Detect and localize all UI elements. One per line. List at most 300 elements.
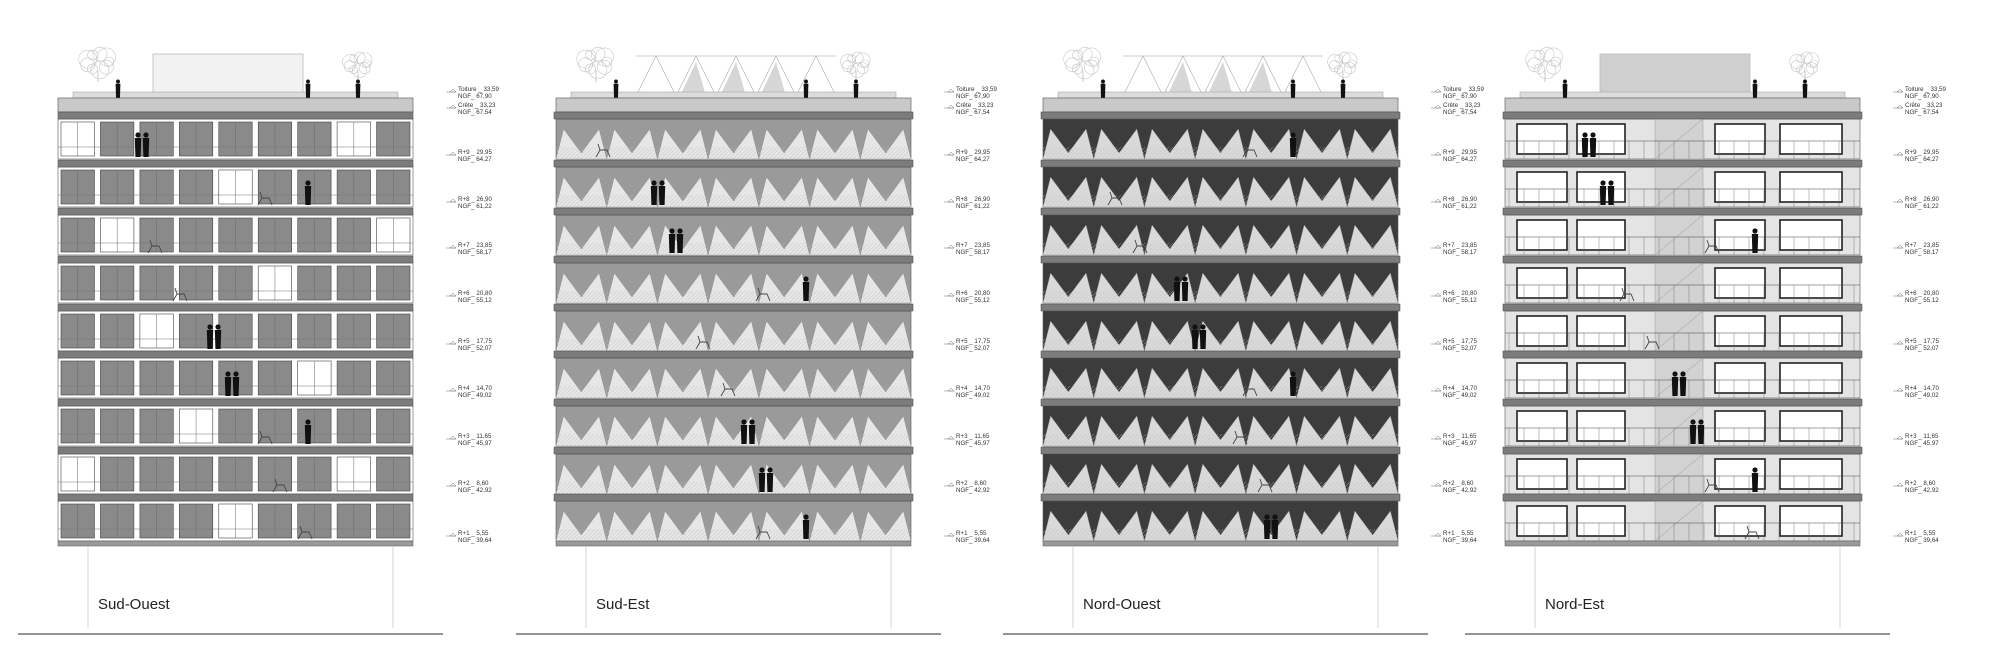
- person-head: [767, 467, 772, 472]
- level-ngf: NGF_ 67,90: [956, 93, 990, 100]
- rooftop-tree: [79, 47, 116, 82]
- person-silhouette: [1752, 473, 1758, 492]
- level-label: Toiture _ 33,59: [1443, 86, 1484, 93]
- level-ngf: NGF_ 49,02: [1443, 392, 1477, 399]
- level-triangle: [450, 436, 456, 439]
- window: [1517, 459, 1567, 489]
- floor-8: [554, 160, 913, 207]
- level-label: R+6 _ 20,80: [1905, 290, 1939, 297]
- level-marker: [944, 530, 990, 544]
- person-silhouette: [1582, 138, 1588, 157]
- person-silhouette: [305, 186, 311, 205]
- person-head: [1192, 324, 1197, 329]
- person-head: [225, 371, 230, 376]
- floor-slab: [554, 494, 913, 501]
- level-label: Crête _ 33,23: [956, 102, 994, 109]
- level-marker: [446, 530, 492, 544]
- floor-slab: [58, 399, 413, 406]
- rooftop: [1058, 47, 1383, 98]
- window: [1715, 172, 1765, 202]
- level-marker: [944, 480, 990, 494]
- level-ngf: NGF_ 67,54: [956, 109, 990, 116]
- person-silhouette: [233, 377, 239, 396]
- balcony-shadow: [1043, 529, 1398, 541]
- floor-slab: [58, 351, 413, 358]
- ground-slab: [556, 541, 911, 546]
- floor-3: [554, 399, 913, 446]
- level-marker: [1893, 196, 1939, 210]
- level-label: Crête _ 33,23: [1443, 102, 1481, 109]
- floor-7: [1503, 208, 1862, 255]
- person-silhouette: [225, 377, 231, 396]
- floor-slab: [1041, 256, 1400, 263]
- level-label: R+9 _ 29,95: [956, 149, 990, 156]
- level-marker: [1893, 530, 1939, 544]
- roof-planter: [1058, 92, 1383, 98]
- level-triangle: [1897, 293, 1903, 296]
- window: [1517, 220, 1567, 250]
- window: [1517, 172, 1567, 202]
- balcony-shadow: [1043, 195, 1398, 207]
- floor-slab: [58, 447, 413, 454]
- level-marker: [1431, 433, 1477, 447]
- level-triangle: [1435, 245, 1441, 248]
- level-label: R+2 _ 8,60: [1905, 480, 1936, 487]
- person-head: [1803, 80, 1807, 84]
- ground-slab: [1505, 541, 1860, 546]
- level-marker: [1431, 149, 1477, 163]
- level-triangle: [450, 152, 456, 155]
- level-triangle: [1435, 293, 1441, 296]
- rooftop: [1520, 47, 1845, 98]
- person-head: [1608, 180, 1613, 185]
- level-triangle: [1435, 89, 1441, 92]
- level-marker: [1893, 290, 1939, 304]
- floor-slab: [1503, 447, 1862, 454]
- floor-8: [58, 160, 413, 207]
- person-head: [116, 80, 120, 84]
- floor-7: [1041, 208, 1400, 255]
- person-head: [1680, 371, 1685, 376]
- level-marker: [1893, 242, 1939, 256]
- person-head: [1101, 80, 1105, 84]
- floor-slab: [1041, 160, 1400, 167]
- person-silhouette: [1600, 186, 1606, 205]
- level-triangle: [1897, 199, 1903, 202]
- floor-slab: [1041, 112, 1400, 119]
- level-ngf: NGF_ 61,22: [956, 203, 990, 210]
- level-marker: [1431, 338, 1477, 352]
- person-head: [1582, 132, 1587, 137]
- level-ngf: NGF_ 67,90: [458, 93, 492, 100]
- level-triangle: [450, 105, 456, 108]
- level-label: R+4 _ 14,70: [956, 385, 990, 392]
- level-ngf: NGF_ 45,97: [1443, 440, 1477, 447]
- level-ngf: NGF_ 45,97: [956, 440, 990, 447]
- level-label: R+9 _ 29,95: [458, 149, 492, 156]
- person-silhouette: [143, 138, 149, 157]
- person-head: [677, 228, 682, 233]
- person-head: [1174, 276, 1179, 281]
- level-ngf: NGF_ 64,27: [1443, 156, 1477, 163]
- level-label: R+8 _ 26,90: [1443, 196, 1477, 203]
- window: [1780, 124, 1842, 154]
- level-triangle: [1435, 388, 1441, 391]
- person-head: [1752, 228, 1757, 233]
- floor-6: [1041, 256, 1400, 303]
- balcony-shadow: [1043, 386, 1398, 398]
- person-head: [1672, 371, 1677, 376]
- level-triangle: [1435, 533, 1441, 536]
- floor-slab: [1041, 447, 1400, 454]
- level-triangle: [1897, 341, 1903, 344]
- level-ngf: NGF_ 55,12: [1905, 297, 1939, 304]
- person-head: [1600, 180, 1605, 185]
- level-triangle: [1897, 152, 1903, 155]
- level-label: R+1 _ 5,55: [458, 530, 489, 537]
- person-silhouette: [135, 138, 141, 157]
- person-head: [741, 419, 746, 424]
- level-ngf: NGF_ 64,27: [458, 156, 492, 163]
- person-silhouette: [1608, 186, 1614, 205]
- window: [1517, 363, 1567, 393]
- level-marker: [1893, 86, 1946, 100]
- window: [1780, 459, 1842, 489]
- floor-9: [58, 112, 413, 159]
- window: [1715, 363, 1765, 393]
- level-marker: [446, 149, 492, 163]
- level-triangle: [450, 533, 456, 536]
- floor-2: [58, 447, 413, 494]
- ground-slab: [1043, 541, 1398, 546]
- rooftop-tree: [1328, 52, 1357, 80]
- level-marker: [1431, 102, 1481, 116]
- floor-5: [1041, 304, 1400, 351]
- level-triangle: [1897, 483, 1903, 486]
- level-label: R+7 _ 23,85: [458, 242, 492, 249]
- level-label: R+8 _ 26,90: [1905, 196, 1939, 203]
- level-marker: [1431, 86, 1484, 100]
- floor-6: [58, 256, 413, 303]
- floor-slab: [58, 304, 413, 311]
- view-title: Sud-Est: [596, 596, 650, 613]
- person-head: [356, 80, 360, 84]
- person-head: [803, 514, 808, 519]
- level-ngf: NGF_ 52,07: [1905, 345, 1939, 352]
- level-label: R+1 _ 5,55: [1443, 530, 1474, 537]
- person-silhouette: [215, 330, 221, 349]
- level-marker: [944, 242, 990, 256]
- floor-slab: [554, 447, 913, 454]
- person-head: [759, 467, 764, 472]
- level-triangle: [948, 388, 954, 391]
- person-silhouette: [1174, 282, 1180, 301]
- person-silhouette: [759, 473, 765, 492]
- balcony-shadow: [556, 147, 911, 159]
- level-label: R+8 _ 26,90: [956, 196, 990, 203]
- person-head: [1752, 467, 1757, 472]
- level-label: Toiture _ 33,59: [458, 86, 499, 93]
- person-silhouette: [741, 425, 747, 444]
- level-triangle: [1897, 89, 1903, 92]
- level-ngf: NGF_ 42,92: [1443, 487, 1477, 494]
- level-triangle: [1435, 483, 1441, 486]
- floor-slab: [1503, 208, 1862, 215]
- person-silhouette: [1264, 520, 1270, 539]
- roof-planter: [1520, 92, 1845, 98]
- level-triangle: [1435, 436, 1441, 439]
- roof-slab: [556, 98, 911, 112]
- person-head: [1272, 514, 1277, 519]
- level-triangle: [948, 89, 954, 92]
- floor-8: [1041, 160, 1400, 207]
- rooftop-pavilion: [153, 54, 303, 96]
- person-head: [1291, 80, 1295, 84]
- level-ngf: NGF_ 64,27: [956, 156, 990, 163]
- level-marker: [446, 290, 492, 304]
- person-silhouette: [804, 84, 809, 98]
- floor-slab: [58, 112, 413, 119]
- level-ngf: NGF_ 58,17: [956, 249, 990, 256]
- floor-slab: [554, 304, 913, 311]
- level-marker: [1893, 149, 1939, 163]
- level-triangle: [450, 293, 456, 296]
- person-silhouette: [1182, 282, 1188, 301]
- floor-slab: [1503, 494, 1862, 501]
- person-head: [207, 324, 212, 329]
- floor-1: [1503, 494, 1862, 541]
- window: [1715, 506, 1765, 536]
- window: [1780, 411, 1842, 441]
- floor-slab: [554, 399, 913, 406]
- person-head: [659, 180, 664, 185]
- window: [1780, 172, 1842, 202]
- rooftop: [571, 47, 896, 98]
- window: [1517, 411, 1567, 441]
- person-silhouette: [1698, 425, 1704, 444]
- floor-2: [1503, 447, 1862, 494]
- level-label: R+9 _ 29,95: [1905, 149, 1939, 156]
- person-silhouette: [854, 84, 859, 98]
- window: [1517, 124, 1567, 154]
- person-silhouette: [1101, 84, 1106, 98]
- level-ngf: NGF_ 67,54: [458, 109, 492, 116]
- person-head: [305, 180, 310, 185]
- balcony-shadow: [1043, 243, 1398, 255]
- person-head: [1290, 132, 1295, 137]
- window: [1780, 363, 1842, 393]
- level-ngf: NGF_ 58,17: [1443, 249, 1477, 256]
- person-head: [614, 80, 618, 84]
- floor-2: [554, 447, 913, 494]
- level-triangle: [948, 245, 954, 248]
- level-triangle: [1897, 436, 1903, 439]
- window: [1517, 506, 1567, 536]
- level-label: R+1 _ 5,55: [956, 530, 987, 537]
- person-silhouette: [767, 473, 773, 492]
- level-label: R+5 _ 17,75: [956, 338, 990, 345]
- view-title: Sud-Ouest: [98, 596, 170, 613]
- window: [1715, 316, 1765, 346]
- floor-6: [554, 256, 913, 303]
- level-ngf: NGF_ 55,12: [458, 297, 492, 304]
- level-triangle: [450, 199, 456, 202]
- level-triangle: [1897, 245, 1903, 248]
- floor-1: [58, 494, 413, 541]
- level-marker: [446, 86, 499, 100]
- floor-slab: [58, 160, 413, 167]
- floor-slab: [1503, 351, 1862, 358]
- person-head: [1563, 80, 1567, 84]
- person-head: [1182, 276, 1187, 281]
- view-title: Nord-Est: [1545, 596, 1605, 613]
- person-head: [651, 180, 656, 185]
- level-ngf: NGF_ 52,07: [956, 345, 990, 352]
- level-marker: [944, 149, 990, 163]
- floor-slab: [1041, 304, 1400, 311]
- person-silhouette: [1672, 377, 1678, 396]
- level-label: R+3 _ 11,65: [1443, 433, 1477, 440]
- level-marker: [944, 385, 990, 399]
- person-silhouette: [305, 425, 311, 444]
- balcony-shadow: [1043, 339, 1398, 351]
- person-head: [143, 132, 148, 137]
- level-ngf: NGF_ 61,22: [1443, 203, 1477, 210]
- level-marker: [1431, 385, 1477, 399]
- person-silhouette: [1290, 377, 1296, 396]
- person-silhouette: [1753, 84, 1758, 98]
- person-silhouette: [1680, 377, 1686, 396]
- level-label: R+6 _ 20,80: [458, 290, 492, 297]
- level-ngf: NGF_ 64,27: [1905, 156, 1939, 163]
- level-marker: [944, 433, 990, 447]
- balcony-shadow: [556, 482, 911, 494]
- floor-9: [554, 112, 913, 159]
- floor-slab: [1503, 304, 1862, 311]
- person-head: [1341, 80, 1345, 84]
- level-label: R+8 _ 26,90: [458, 196, 492, 203]
- level-label: R+6 _ 20,80: [1443, 290, 1477, 297]
- level-ngf: NGF_ 42,92: [458, 487, 492, 494]
- floor-slab: [554, 351, 913, 358]
- balcony-shadow: [1043, 482, 1398, 494]
- floor-5: [554, 304, 913, 351]
- rooftop: [73, 47, 398, 98]
- rooftop-pavilion: [1600, 54, 1750, 96]
- person-head: [1690, 419, 1695, 424]
- level-ngf: NGF_ 39,64: [956, 537, 990, 544]
- elevation-so: [18, 47, 499, 634]
- person-head: [215, 324, 220, 329]
- level-ngf: NGF_ 45,97: [458, 440, 492, 447]
- level-markers: [1893, 86, 1946, 544]
- level-triangle: [450, 89, 456, 92]
- window: [1715, 268, 1765, 298]
- balcony-shadow: [1043, 147, 1398, 159]
- person-silhouette: [803, 282, 809, 301]
- level-marker: [446, 102, 496, 116]
- person-silhouette: [207, 330, 213, 349]
- person-silhouette: [1291, 84, 1296, 98]
- level-label: R+6 _ 20,80: [956, 290, 990, 297]
- elevation-se: [516, 47, 997, 634]
- person-head: [1290, 371, 1295, 376]
- level-ngf: NGF_ 61,22: [1905, 203, 1939, 210]
- floor-9: [1041, 112, 1400, 159]
- level-label: R+2 _ 8,60: [458, 480, 489, 487]
- level-ngf: NGF_ 58,17: [1905, 249, 1939, 256]
- level-label: R+9 _ 29,95: [1443, 149, 1477, 156]
- level-marker: [1431, 290, 1477, 304]
- window: [1780, 506, 1842, 536]
- level-label: Crête _ 33,23: [458, 102, 496, 109]
- balcony-shadow: [556, 529, 911, 541]
- level-triangle: [948, 152, 954, 155]
- person-head: [749, 419, 754, 424]
- level-label: R+4 _ 14,70: [1905, 385, 1939, 392]
- floor-slab: [1041, 494, 1400, 501]
- rooftop-tree: [1526, 47, 1563, 82]
- person-silhouette: [669, 234, 675, 253]
- person-silhouette: [659, 186, 665, 205]
- roof-slab: [1505, 98, 1860, 112]
- level-triangle: [450, 388, 456, 391]
- level-triangle: [948, 199, 954, 202]
- floor-1: [1041, 494, 1400, 541]
- person-head: [803, 276, 808, 281]
- level-ngf: NGF_ 45,97: [1905, 440, 1939, 447]
- level-marker: [446, 433, 492, 447]
- person-silhouette: [1803, 84, 1808, 98]
- person-head: [1264, 514, 1269, 519]
- person-head: [233, 371, 238, 376]
- level-label: Crête _ 33,23: [1905, 102, 1943, 109]
- floor-slab: [554, 256, 913, 263]
- level-ngf: NGF_ 42,92: [956, 487, 990, 494]
- level-ngf: NGF_ 67,54: [1905, 109, 1939, 116]
- person-silhouette: [1590, 138, 1596, 157]
- level-ngf: NGF_ 52,07: [458, 345, 492, 352]
- floor-slab: [1041, 351, 1400, 358]
- balcony-shadow: [556, 291, 911, 303]
- level-marker: [944, 290, 990, 304]
- person-silhouette: [651, 186, 657, 205]
- level-triangle: [1897, 105, 1903, 108]
- person-silhouette: [306, 84, 311, 98]
- person-silhouette: [1690, 425, 1696, 444]
- window: [1517, 316, 1567, 346]
- level-marker: [1893, 433, 1939, 447]
- level-label: R+5 _ 17,75: [458, 338, 492, 345]
- floor-4: [1503, 351, 1862, 398]
- roof-planter: [73, 92, 398, 98]
- level-triangle: [948, 436, 954, 439]
- level-triangle: [450, 341, 456, 344]
- level-markers: [1431, 86, 1484, 544]
- person-silhouette: [749, 425, 755, 444]
- level-marker: [1431, 196, 1477, 210]
- level-ngf: NGF_ 49,02: [1905, 392, 1939, 399]
- level-label: R+7 _ 23,85: [1905, 242, 1939, 249]
- level-label: R+4 _ 14,70: [1443, 385, 1477, 392]
- level-label: R+3 _ 11,65: [956, 433, 990, 440]
- level-label: R+7 _ 23,85: [1443, 242, 1477, 249]
- level-triangle: [948, 105, 954, 108]
- level-label: Toiture _ 33,59: [956, 86, 997, 93]
- floor-slab: [554, 160, 913, 167]
- level-marker: [1431, 242, 1477, 256]
- level-triangle: [948, 483, 954, 486]
